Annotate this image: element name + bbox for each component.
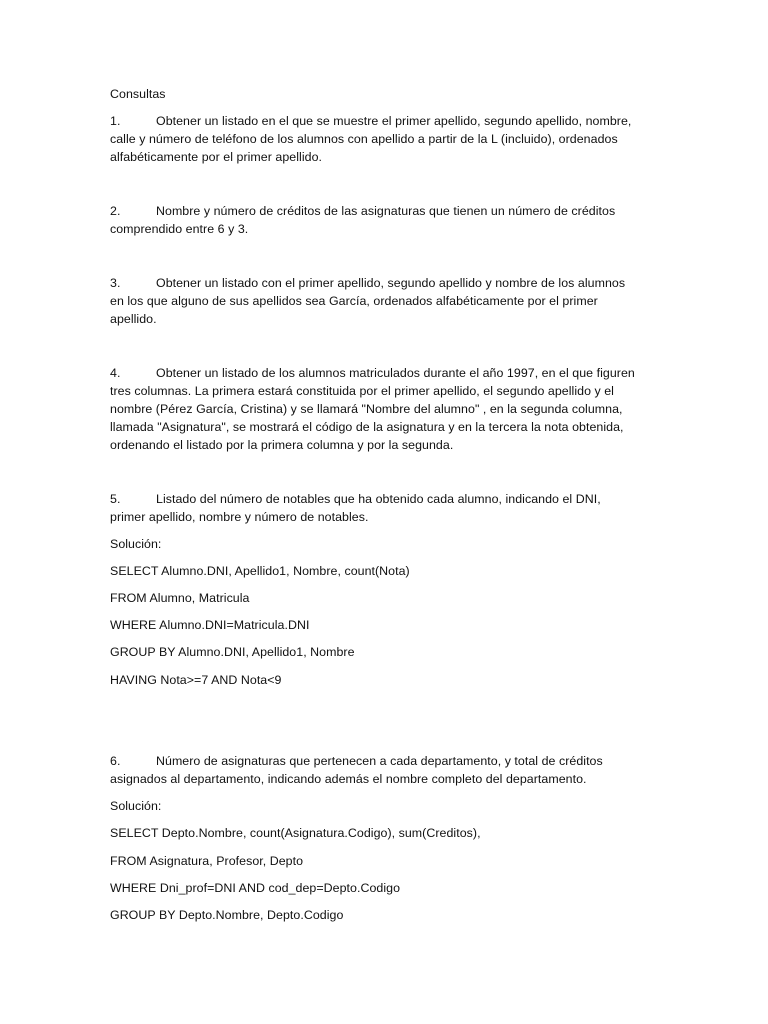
item-text-line: en los que alguno de sus apellidos sea García, ordenados alfabéticamente por el primer [110,294,598,308]
item-number: 2. [110,204,121,218]
item-text-line: Listado del número de notables que ha obtenido cada alumno, indicando el DNI, [156,492,601,506]
document-heading: Consultas [110,87,166,101]
item-number: 4. [110,366,121,380]
solution-code-line: WHERE Dni_prof=DNI AND cod_dep=Depto.Codigo [110,881,401,895]
solution-code-line: SELECT Depto.Nombre, count(Asignatura.Codigo), sum(Creditos), [110,826,481,840]
solution-code-line: FROM Asignatura, Profesor, Depto [110,854,304,868]
solution-code-line: HAVING Nota>=7 AND Nota<9 [110,673,282,687]
item-number: 6. [110,754,121,768]
item-text-line: ordenando el listado por la primera columna y por la segunda. [110,438,454,452]
solution-code-line: GROUP BY Depto.Nombre, Depto.Codigo [110,908,344,922]
solution-code-line: GROUP BY Alumno.DNI, Apellido1, Nombre [110,645,355,659]
item-number: 3. [110,276,121,290]
item-text-line: calle y número de teléfono de los alumnos con apellido a partir de la L (incluido), ordenados [110,132,618,146]
item-text-line: Obtener un listado en el que se muestre el primer apellido, segundo apellido, nombre, [156,114,632,128]
item-text-line: alfabéticamente por el primer apellido. [110,150,323,164]
solution-label: Solución: [110,537,162,551]
item-text-line: nombre (Pérez García, Cristina) y se llamará "Nombre del alumno" , en la segunda columna, [110,402,623,416]
item-text-line: Obtener un listado con el primer apellido, segundo apellido y nombre de los alumnos [156,276,626,290]
item-text-line: Nombre y número de créditos de las asignaturas que tienen un número de créditos [156,204,616,218]
item-text-line: Número de asignaturas que pertenecen a cada departamento, y total de créditos [156,754,603,768]
item-text-line: comprendido entre 6 y 3. [110,222,249,236]
item-text-line: tres columnas. La primera estará constituida por el primer apellido, el segundo apellido y el [110,384,614,398]
solution-label: Solución: [110,799,162,813]
item-text-line: apellido. [110,312,157,326]
item-number: 1. [110,114,121,128]
solution-code-line: SELECT Alumno.DNI, Apellido1, Nombre, count(Nota) [110,564,410,578]
item-text-line: primer apellido, nombre y número de notables. [110,510,369,524]
solution-code-line: FROM Alumno, Matricula [110,591,250,605]
item-text-line: llamada "Asignatura", se mostrará el código de la asignatura y en la tercera la nota obtenida, [110,420,624,434]
solution-code-line: WHERE Alumno.DNI=Matricula.DNI [110,618,310,632]
item-text-line: asignados al departamento, indicando además el nombre completo del departamento. [110,772,587,786]
item-number: 5. [110,492,121,506]
item-text-line: Obtener un listado de los alumnos matriculados durante el año 1997, en el que figuren [156,366,635,380]
